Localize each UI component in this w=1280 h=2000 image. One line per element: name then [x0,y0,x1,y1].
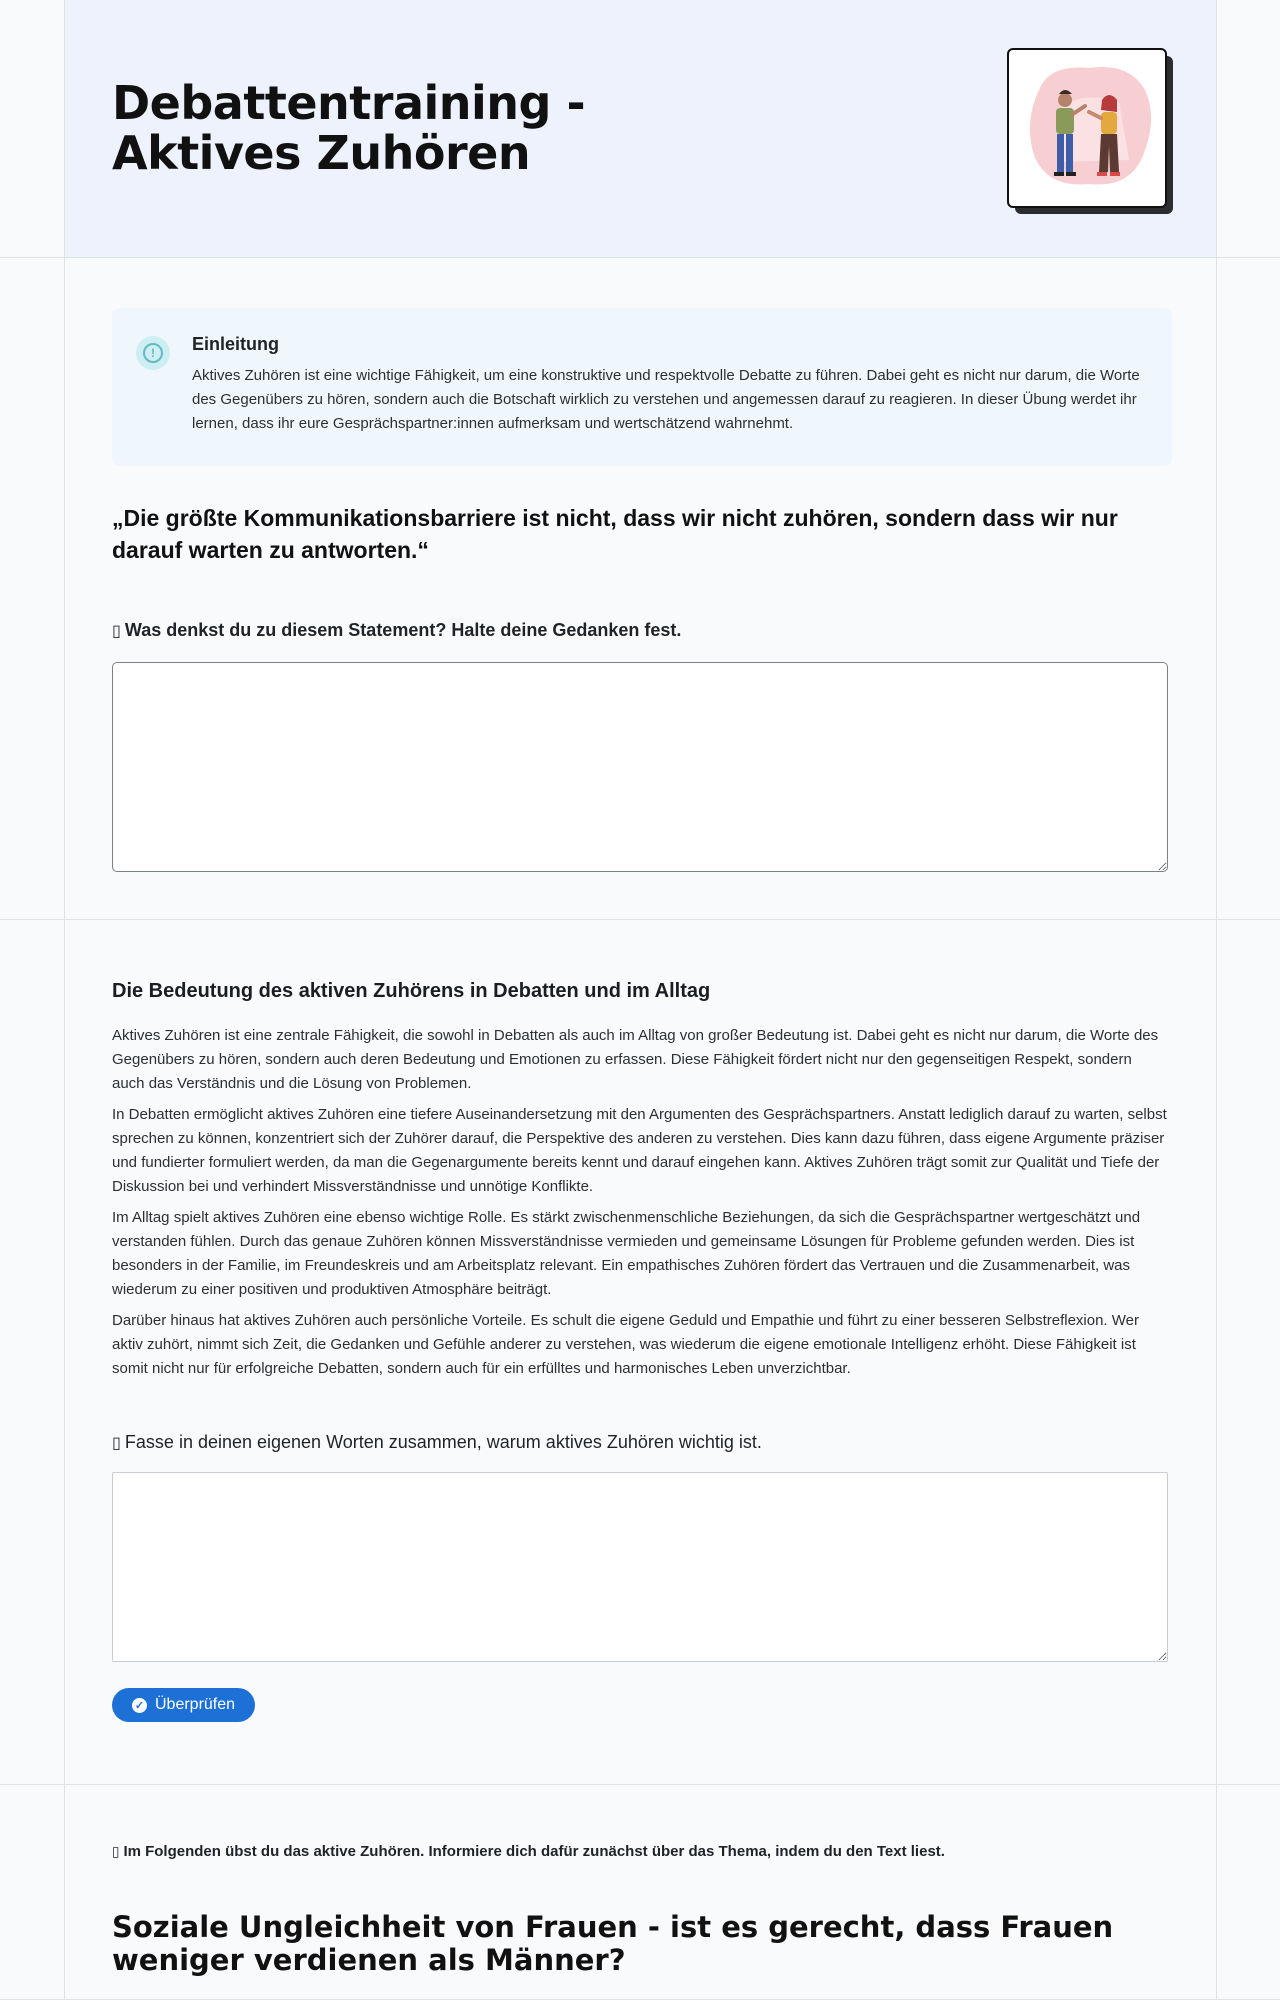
missing-glyph-icon: ▯ [112,1434,121,1452]
intro-title: Einleitung [192,334,279,354]
check-button[interactable] [112,1688,255,1722]
statement-answer-textarea[interactable] [112,662,1168,872]
check-button-label: Überprüfen [155,1696,236,1713]
right-guide-line [1216,0,1217,2000]
missing-glyph-icon: ▯ [112,622,121,640]
info-circle-icon: ! [136,336,170,370]
page-title: Debattentraining - Aktives Zuhören [112,76,586,180]
two-people-talking-illustration [1007,48,1167,208]
summary-answer-textarea[interactable] [112,1472,1168,1662]
intro-callout [112,308,1172,466]
task-prompt-2 [112,1432,762,1453]
meaning-paragraph: Im Alltag spielt aktives Zuhören eine ebenso wichtige Rolle. Es stärkt zwischenmenschliche Beziehungen, da sich die Gesprächspartner wertgeschätzt und verstanden fühlen. Durch das genaue Zuhören können Missverständnisse vermieden und gemeinsame Lösungen für Probleme gefunden werden. Dies ist besonders in der Familie, im Freundeskreis und am Arbeitsplatz relevant. Ein empathisches Zuhören fördert das Vertrauen und die Zusammenarbeit, was wiederum zu einer positiven und produktiven Atmosphäre beiträgt. [112,1209,1141,1298]
check-circle-icon: ✓ [132,1698,147,1713]
intro-text: Aktives Zuhören ist eine wichtige Fähigkeit, um eine konstruktive und respektvolle Debatte zu führen. Dabei geht es nicht nur darum, die Worte des Gegenübers zu hören, sondern auch die Botschaft wirklich zu verstehen und angemessen darauf zu reagieren. In dieser Übung werdet ihr lernen, dass ihr eure Gesprächspartner:innen aufmerksam und wertschätzend wahrnehmt. [192,367,1140,432]
left-guide-line [64,0,65,2000]
exercise-note [112,1843,945,1860]
meaning-title: Die Bedeutung des aktiven Zuhörens in Debatten und im Alltag [112,980,711,1002]
exercise-section [0,1785,1280,2000]
quote-text: „Die größte Kommunikationsbarriere ist nicht, dass wir nicht zuhören, sondern dass wir nur darauf warten zu antworten.“ [112,505,1118,563]
meaning-paragraph: Aktives Zuhören ist eine zentrale Fähigkeit, die sowohl in Debatten als auch im Alltag von großer Bedeutung ist. Dabei geht es nicht nur darum, die Worte des Gegenübers zu hören, sondern auch deren Bedeutung und Emotionen zu erfassen. Diese Fähigkeit fördert nicht nur den gegenseitigen Respekt, sondern auch das Verständnis und die Lösung von Problemen. [112,1027,1159,1092]
topic-heading: Soziale Ungleichheit von Frauen - ist es gerecht, dass Frauen weniger verdienen als Männer? [112,1910,1114,1977]
meaning-section [0,920,1280,1785]
task-prompt-1-text: Was denkst du zu diesem Statement? Halte deine Gedanken fest. [124,620,682,640]
header-illustration [1007,48,1175,216]
exercise-note-text: Im Folgenden übst du das aktive Zuhören. Informiere dich dafür zunächst über das Thema, indem du den Text liest. [123,1843,945,1860]
meaning-paragraph: In Debatten ermöglicht aktives Zuhören eine tiefere Auseinandersetzung mit den Argumenten des Gesprächspartners. Anstatt lediglich darauf zu warten, selbst sprechen zu können, konzentriert sich der Zuhörer darauf, die Perspektive des anderen zu verstehen. Dies kann dazu führen, dass eigene Argumente präziser und fundierter formuliert werden, da man die Gegenargumente bereits kennt und darauf eingehen kann. Aktives Zuhören trägt somit zur Qualität und Tiefe der Diskussion bei und verhindert Missverständnisse und unnötige Konflikte. [112,1106,1167,1195]
meaning-paragraph: Darüber hinaus hat aktives Zuhören auch persönliche Vorteile. Es schult die eigene Geduld und Empathie und führt zu einer besseren Selbstreflexion. Wer aktiv zuhört, nimmt sich Zeit, die Gedanken und Gefühle anderer zu verstehen, was wiederum die eigene emotionale Intelligenz erhöht. Diese Fähigkeit ist somit nicht nur für erfolgreiche Debatten, sondern auch für ein erfülltes und harmonisches Leben unverzichtbar. [112,1312,1139,1377]
missing-glyph-icon: ▯ [112,1844,120,1859]
meaning-paragraphs [112,1024,1168,1388]
task-prompt-2-text: Fasse in deinen eigenen Worten zusammen, warum aktives Zuhören wichtig ist. [124,1432,762,1452]
task-prompt-1 [112,620,681,641]
header-section [0,0,1280,258]
intro-section [0,258,1280,920]
